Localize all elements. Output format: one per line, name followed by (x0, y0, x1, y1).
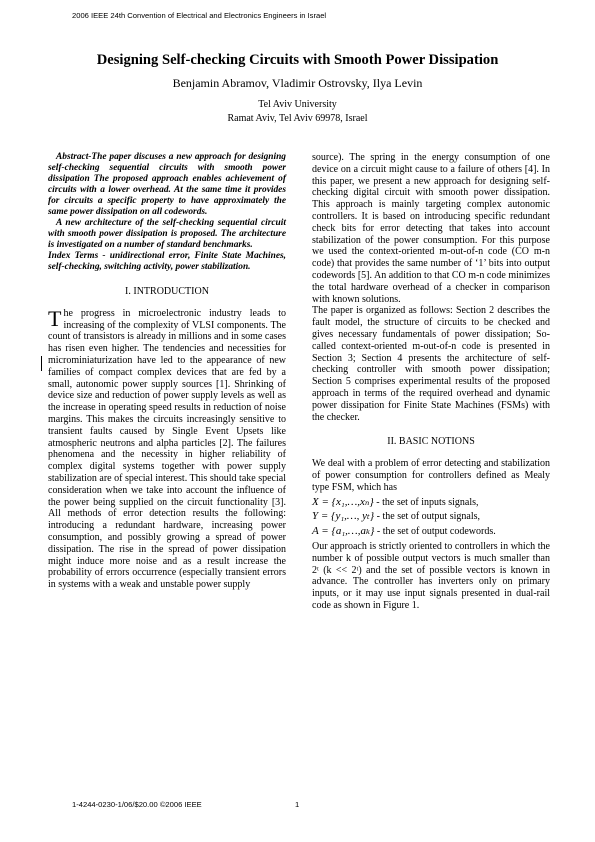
section-heading-introduction: I. INTRODUCTION (125, 286, 209, 297)
affiliation-line-1: Tel Aviv University (258, 99, 337, 110)
equation-x: X = {x₁,…,xₙ} (312, 495, 374, 508)
basic-notions-paragraph: We deal with a problem of error detecting and stabilization of power consumption for controllers defined as Mealy type FSM, which has (312, 458, 550, 493)
copyright-footer: 1-4244-0230-1/06/$20.00 ©2006 IEEE (72, 800, 202, 809)
intro-paragraph-continued: source). The spring in the energy consumption of one device on a circuit might cause to a failure of others [4]. In this paper, we present a new approach for designing self-checking digital circuit with smooth power dissipation. This approach is mainly targeting complex autonomic controllers. It is based on introducing specific redundant check bits for error detecting that takes into account stabilization of the power consumption. For this purpose we used the context-oriented m-out-of-n code (CO m-n code) that provides the same number of ‘1’ bits into output codewords [5]. An addition to that CO m-n code minimizes the total hardware overhead of a checker in comparison with known solutions. (312, 152, 550, 305)
abstract-paragraph-2: A new architecture of the self-checking sequential circuit with smooth power dissipation is proposed. The architecture is investigated on a number of standard benchmarks. (48, 218, 286, 250)
equation-a-desc: - the set of output codewords. (374, 526, 496, 538)
intro-text: he progress in microelectronic industry leads to increasing of the complexity of VLSI components. The count of transistors is already in millions and in some cases has risen even higher. The tendencies and necessities for microminiaturization have led to the appearance of new families of compact complex devices that are fed by a small, autonomic power supply sources [1]. Shrinking of device size and reduction of power supply levels as well as the increase in operating speed results in reduction of noise margins. This makes the circuits increasingly sensitive to transient faults caused by Single Event Upsets like atmospheric neutrons and alpha particles [2]. The failures phenomena and the necessity in higher reliability of complex digital systems together with power supply stabilization are of special interest. This should take special consideration when we take into account the influence of the power being supplied on the circuit functionality [3]. All methods of error detection results the following: introducing a redundant hardware, increasing power consumption, and possibly growing a spread of power dissipation. The rise in the spread of power dissipation might induce more noise and as a result increase the probability of errors occurrence (especially transient errors in systems with a weak and unstable power supply (48, 307, 286, 591)
outline-paragraph: The paper is organized as follows: Section 2 describes the fault model, the structure of circuits to be checked and gives necessary fundamentals of power dissipation; So-called context-oriented m-out-of-n code is presented in Section 3; Section 4 presents the architecture of self-checking controller with smooth power dissipation; Section 5 comprises experimental results of the proposed approach in terms of the required overhead and dynamic power dissipation for Finite State Machines (FSMs) with the checker. (312, 305, 550, 423)
equation-y-desc: - the set of output signals, (374, 511, 480, 523)
affiliation (0, 98, 595, 126)
equation-input-set (312, 497, 550, 509)
intro-paragraph (48, 305, 286, 591)
left-column (48, 152, 286, 591)
equation-x-desc: - the set of inputs signals, (373, 496, 479, 508)
paper-authors: Benjamin Abramov, Vladimir Ostrovsky, Ilya Levin (172, 76, 423, 90)
text-cursor (41, 356, 42, 371)
affiliation-line-2: Ramat Aviv, Tel Aviv 69978, Israel (227, 113, 368, 124)
section-heading-basic-notions: II. BASIC NOTIONS (387, 436, 475, 448)
approach-paragraph: Our approach is strictly oriented to controllers in which the number k of possible output vectors is much smaller than 2ᵗ (k << 2ᵗ) and the set of possible vectors is known in advance. The controller has inverters only on primary inputs, or it may use input signals presented in dual-rail code as shown in Figure 1. (312, 540, 550, 611)
equation-codeword-set (312, 526, 550, 538)
equation-output-set (312, 511, 550, 523)
drop-cap: T (48, 305, 62, 331)
conference-header: 2006 IEEE 24th Convention of Electrical and Electronics Engineers in Israel (72, 11, 327, 20)
equation-y: Y = {y₁,…, yₜ} (312, 510, 375, 523)
abstract-paragraph: Abstract-The paper discuses a new approach for designing self-checking sequential circuits with smooth power dissipation The proposed approach enables achievement of circuits with a lower overhead. At the same time it provides for circuits a specific property to have approximately the same power dissipation on all codewords. (48, 152, 286, 217)
paper-title: Designing Self-checking Circuits with Smooth Power Dissipation (96, 52, 499, 68)
page-number: 1 (295, 800, 300, 809)
index-terms: Index Terms - unidirectional error, Finite State Machines, self-checking, switching activity, power stabilization. (48, 251, 286, 272)
right-column (312, 152, 550, 612)
equation-a: A = {a₁,…,aₖ} (312, 525, 375, 538)
